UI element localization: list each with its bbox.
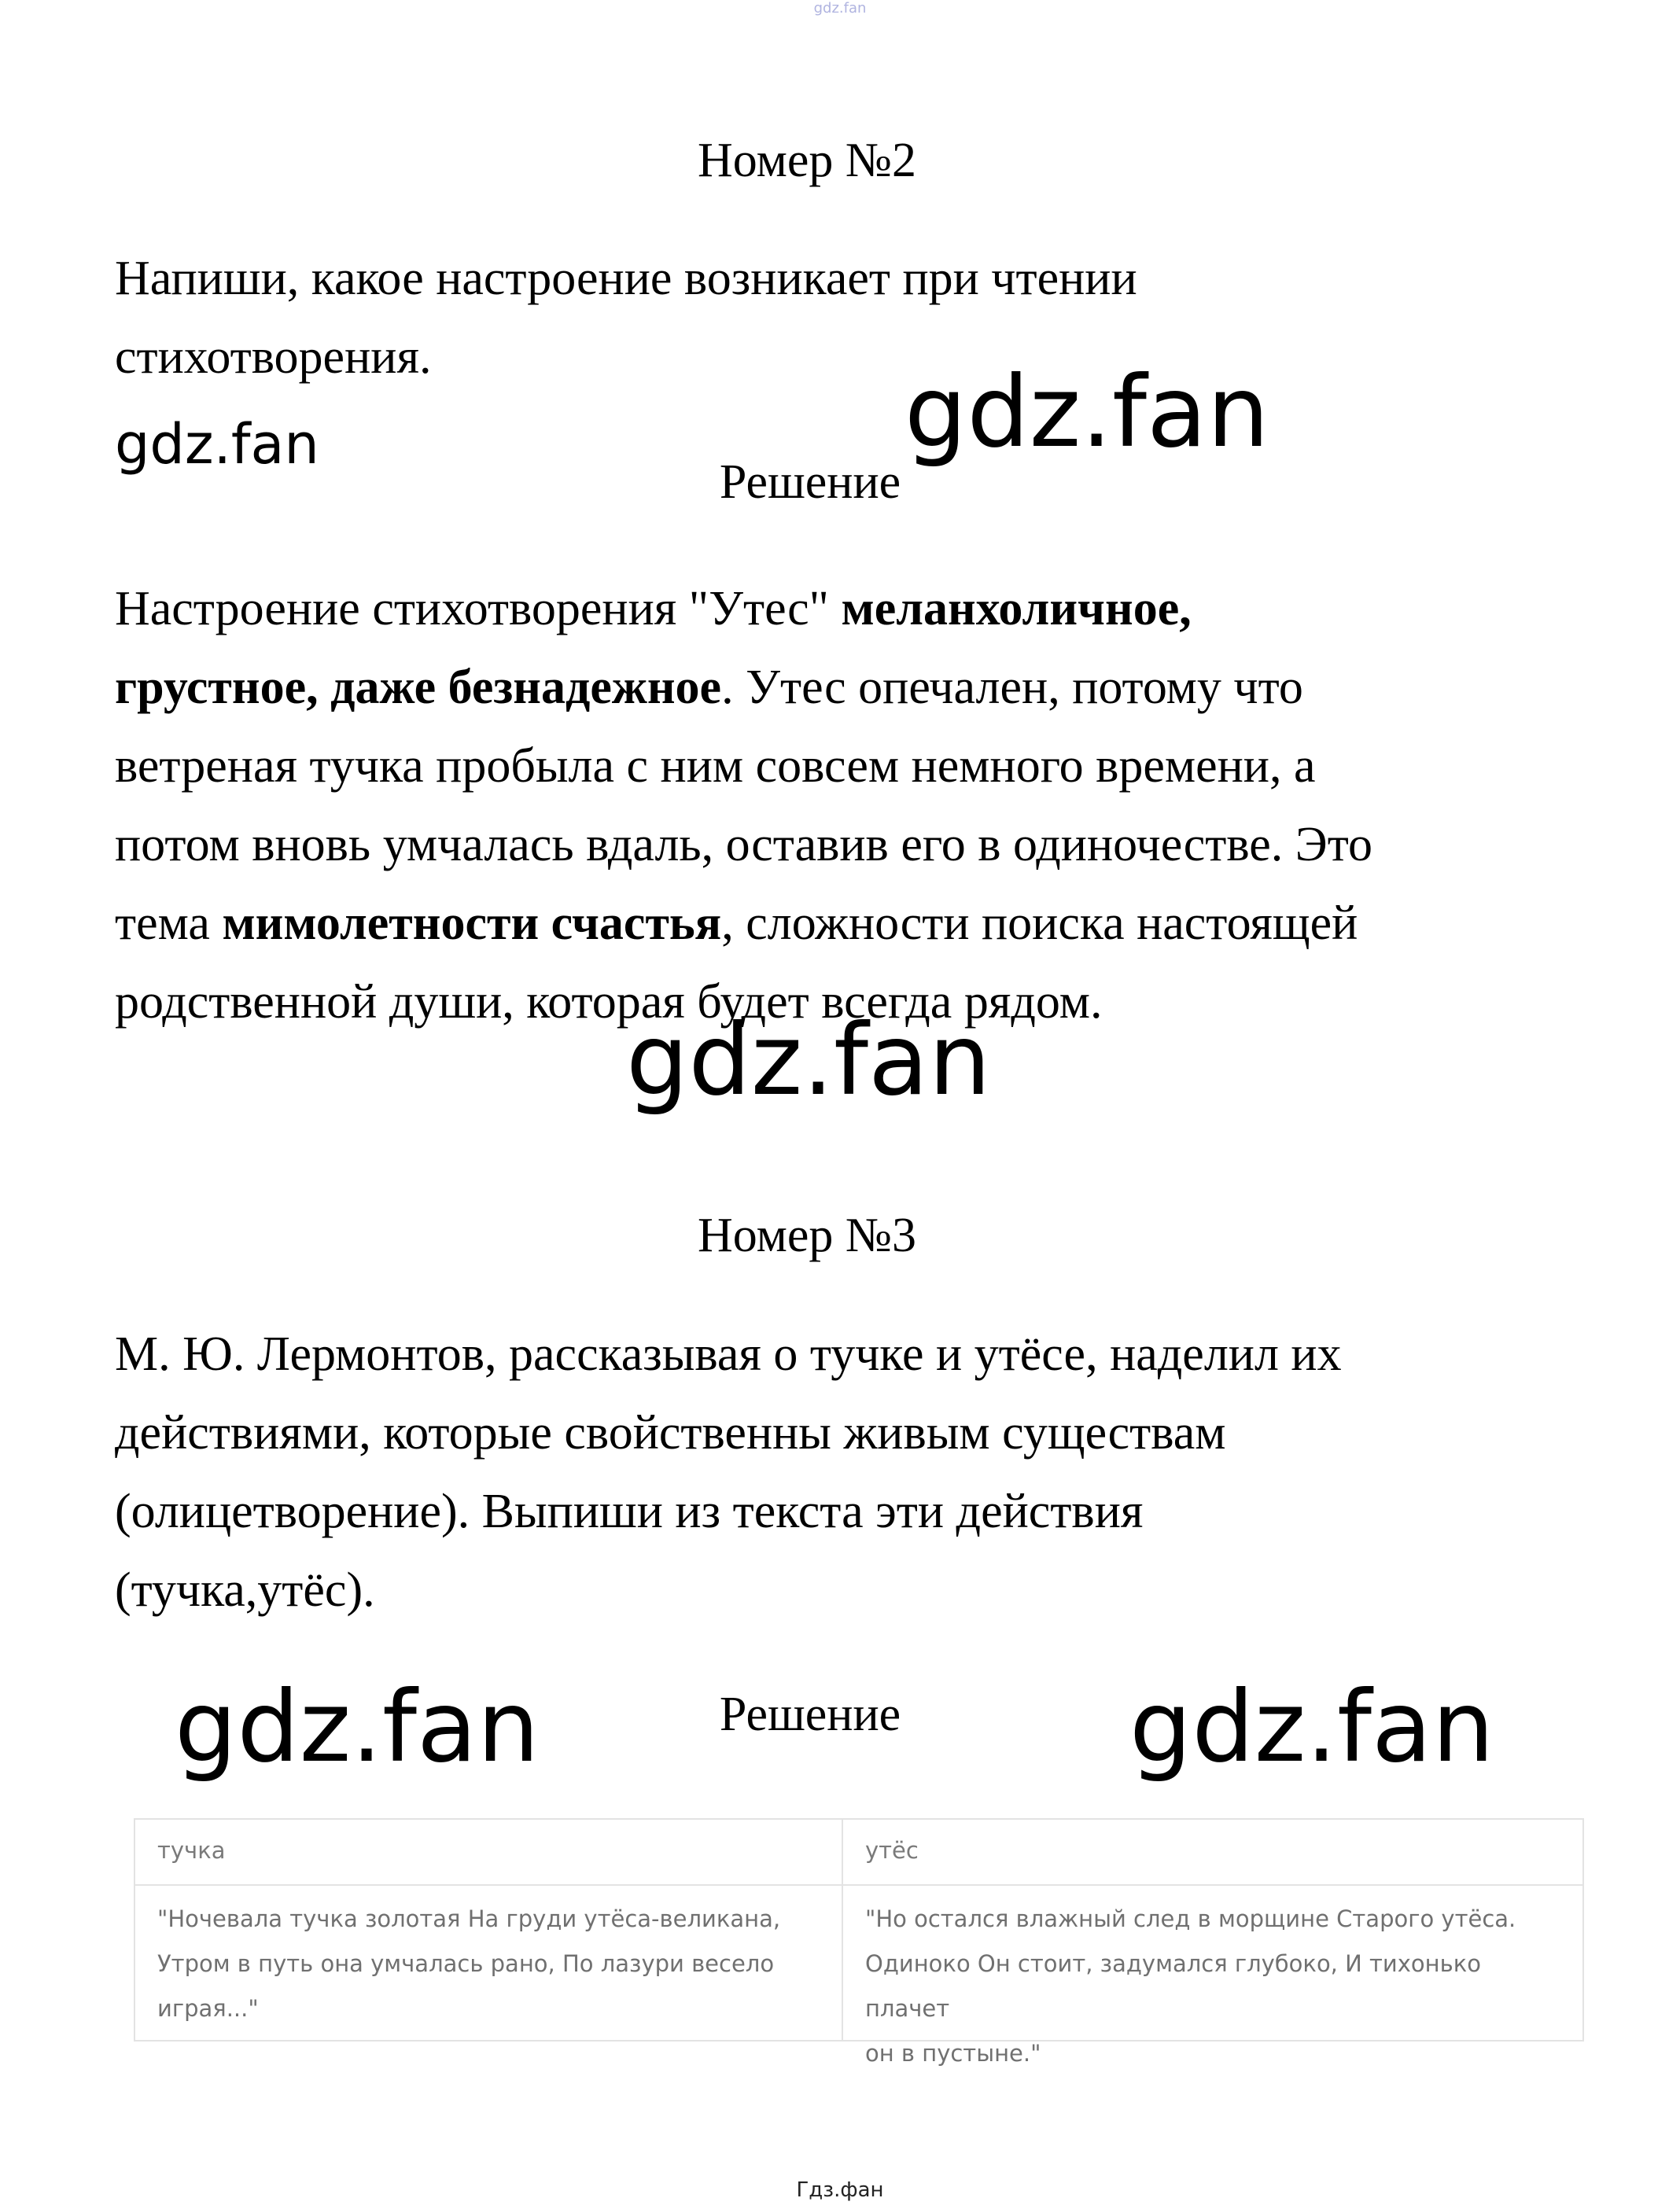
table-cell-line: Одиноко Он стоит, задумался глубоко, И тихонько плачет bbox=[865, 1950, 1481, 2022]
page-footer: Гдз.фан bbox=[796, 2178, 884, 2202]
answer-line: Настроение стихотворения "Утес" меланхоличное, bbox=[115, 582, 1192, 635]
task2-question-line: стихотворения. bbox=[115, 330, 432, 384]
table-cell-line: "Но остался влажный след в морщине Старого утёса. bbox=[865, 1905, 1516, 1932]
answer-line: потом вновь умчалась вдаль, оставив его в одиночестве. Это bbox=[115, 818, 1373, 871]
personification-table bbox=[134, 1818, 1584, 2067]
task3-question bbox=[115, 1315, 1609, 1629]
table-column-cliff bbox=[843, 1820, 1582, 2067]
table-column-cloud bbox=[135, 1820, 843, 2040]
task3-question-line: М. Ю. Лермонтов, рассказывая о тучке и утёсе, наделил их bbox=[115, 1327, 1342, 1381]
answer-line: тема мимолетности счастья, сложности поиска настоящей bbox=[115, 896, 1358, 950]
task2-question bbox=[115, 239, 1609, 396]
answer-line: родственной души, которая будет всегда рядом. bbox=[115, 975, 1103, 1029]
table-cell-line: он в пустыне." bbox=[865, 2040, 1041, 2067]
task3-question-line: (олицетворение). Выпиши из текста эти действия bbox=[115, 1485, 1144, 1538]
table-cell-line: играя..." bbox=[157, 1995, 259, 2022]
top-watermark: gdz.fan bbox=[813, 0, 867, 17]
task2-answer bbox=[115, 569, 1609, 1041]
table-cell bbox=[843, 1886, 1582, 2076]
task3-solution-label: Решение bbox=[719, 1688, 901, 1741]
table-cell-line: Утром в путь она умчалась рано, По лазури весело bbox=[157, 1950, 775, 1977]
watermark-small: gdz.fan bbox=[115, 412, 319, 477]
table-cell bbox=[135, 1886, 842, 2031]
task3-heading: Номер №3 bbox=[697, 1209, 916, 1262]
table-header-cell: тучка bbox=[135, 1820, 842, 1886]
answer-line: грустное, даже безнадежное. Утес опечален, потому что bbox=[115, 661, 1303, 714]
table-header-cell: утёс bbox=[843, 1820, 1582, 1886]
task2-heading: Номер №2 bbox=[697, 134, 916, 187]
task2-solution-label: Решение bbox=[719, 455, 901, 509]
watermark-large: gdz.fan bbox=[626, 1003, 991, 1117]
task3-question-line: (тучка,утёс). bbox=[115, 1563, 375, 1617]
task2-question-line: Напиши, какое настроение возникает при чтении bbox=[115, 252, 1137, 305]
watermark-large: gdz.fan bbox=[175, 1670, 540, 1784]
task3-question-line: действиями, которые свойственны живым существам bbox=[115, 1406, 1226, 1460]
watermark-large: gdz.fan bbox=[1129, 1670, 1494, 1784]
answer-line: ветреная тучка пробыла с ним совсем немного времени, а bbox=[115, 739, 1316, 793]
table-cell-line: "Ночевала тучка золотая На груди утёса-великана, bbox=[157, 1905, 781, 1932]
watermark-large: gdz.fan bbox=[904, 355, 1269, 469]
